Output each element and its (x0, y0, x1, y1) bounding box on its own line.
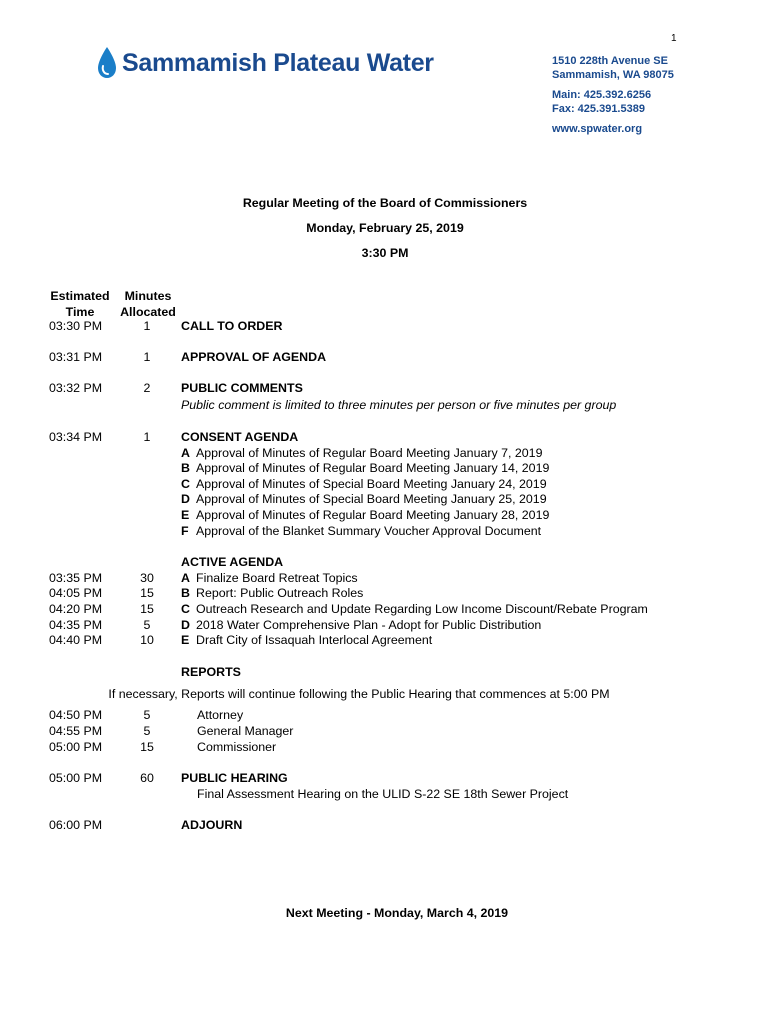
next-meeting: Next Meeting - Monday, March 4, 2019 (285, 906, 509, 920)
report-item: General Manager (197, 724, 294, 738)
call-minutes: 1 (143, 319, 151, 333)
hearing-time: 05:00 PM (49, 771, 103, 785)
approval-time: 03:31 PM (49, 350, 103, 364)
org-logo (96, 46, 434, 80)
reports-note: If necessary, Reports will continue following the Public Hearing that commences at 5:00 PM (108, 687, 610, 701)
website: www.spwater.org (552, 123, 643, 135)
public-comments-minutes: 2 (143, 381, 151, 395)
meeting-date: Monday, February 25, 2019 (306, 221, 464, 235)
approval-minutes: 1 (143, 350, 151, 364)
consent-time: 03:34 PM (49, 430, 103, 444)
adjourn: ADJOURN (181, 818, 243, 832)
public-hearing-item: Final Assessment Hearing on the ULID S-22 SE 18th Sewer Project (197, 787, 569, 801)
reports-title: REPORTS (181, 665, 241, 679)
active-item: D 2018 Water Comprehensive Plan - Adopt for Public Distribution (181, 618, 542, 632)
org-name: Sammamish Plateau Water (122, 48, 434, 77)
active-item-minutes: 15 (140, 602, 154, 616)
report-minutes: 5 (143, 724, 151, 738)
adjourn-time: 06:00 PM (49, 818, 103, 832)
active-item: B Report: Public Outreach Roles (181, 586, 364, 600)
active-item-minutes: 15 (140, 586, 154, 600)
consent-item: C Approval of Minutes of Special Board Meeting January 24, 2019 (181, 477, 547, 491)
consent-item: F Approval of the Blanket Summary Voucher Approval Document (181, 524, 542, 538)
public-hearing-title: PUBLIC HEARING (181, 771, 288, 785)
active-item-time: 04:35 PM (49, 618, 103, 632)
public-comments-time: 03:32 PM (49, 381, 103, 395)
consent-item: D Approval of Minutes of Special Board Meeting January 25, 2019 (181, 492, 547, 506)
active-item: E Draft City of Issaquah Interlocal Agreement (181, 633, 433, 647)
fax-number: Fax: 425.391.5389 (552, 102, 645, 115)
report-minutes: 15 (140, 740, 154, 754)
address-line-2: Sammamish, WA 98075 (552, 68, 674, 81)
report-item: Commissioner (197, 740, 277, 754)
hearing-minutes: 60 (140, 771, 154, 785)
active-item-minutes: 30 (140, 571, 154, 585)
consent-item: A Approval of Minutes of Regular Board Meeting January 7, 2019 (181, 446, 543, 460)
water-drop-icon (96, 46, 118, 80)
report-time: 04:50 PM (49, 708, 103, 722)
call-to-order: CALL TO ORDER (181, 319, 283, 333)
meeting-time: 3:30 PM (361, 246, 409, 260)
consent-item: B Approval of Minutes of Regular Board Meeting January 14, 2019 (181, 461, 550, 475)
active-item: A Finalize Board Retreat Topics (181, 571, 358, 585)
report-item: Attorney (197, 708, 244, 722)
consent-minutes: 1 (143, 430, 151, 444)
public-comments-note: Public comment is limited to three minutes per person or five minutes per group (181, 398, 617, 412)
active-item-time: 04:40 PM (49, 633, 103, 647)
main-phone: Main: 425.392.6256 (552, 89, 652, 101)
report-minutes: 5 (143, 708, 151, 722)
col-header-time: Estimated Time (50, 289, 110, 319)
page-number: 1 (671, 33, 677, 44)
org-address-block (552, 55, 674, 137)
meeting-title: Regular Meeting of the Board of Commissioners (242, 196, 528, 210)
report-time: 05:00 PM (49, 740, 103, 754)
active-item-minutes: 5 (143, 618, 151, 632)
consent-agenda-title: CONSENT AGENDA (181, 430, 299, 444)
address-line-1: 1510 228th Avenue SE (552, 55, 668, 67)
active-item: C Outreach Research and Update Regarding Low Income Discount/Rebate Program (181, 602, 648, 616)
active-agenda-title: ACTIVE AGENDA (181, 555, 284, 569)
active-item-minutes: 10 (140, 633, 154, 647)
approval-of-agenda: APPROVAL OF AGENDA (181, 350, 327, 364)
call-time: 03:30 PM (49, 319, 103, 333)
report-time: 04:55 PM (49, 724, 103, 738)
active-item-time: 04:20 PM (49, 602, 103, 616)
consent-item: E Approval of Minutes of Regular Board Meeting January 28, 2019 (181, 508, 550, 522)
col-header-minutes: Minutes Allocated (120, 289, 176, 319)
active-item-time: 03:35 PM (49, 571, 103, 585)
public-comments-title: PUBLIC COMMENTS (181, 381, 303, 395)
active-item-time: 04:05 PM (49, 586, 103, 600)
